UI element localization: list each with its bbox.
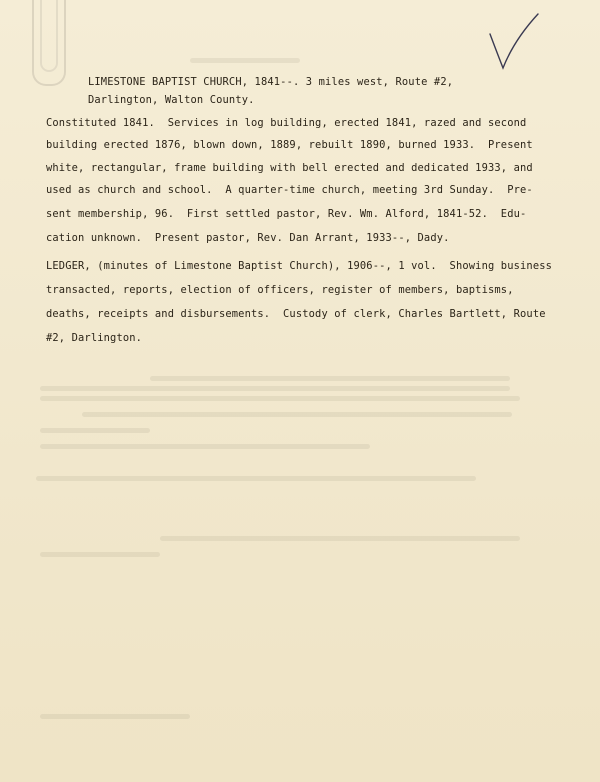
ledger-line-3: deaths, receipts and disbursements. Custody of clerk, Charles Bartlett, Route bbox=[46, 308, 546, 320]
ledger-line-4: #2, Darlington. bbox=[46, 332, 143, 344]
body-line-1: Constituted 1841. Services in log building, erected 1841, razed and second bbox=[46, 117, 527, 129]
ledger-line-2: transacted, reports, election of officers, register of members, baptisms, bbox=[46, 284, 514, 296]
checkmark-icon bbox=[486, 10, 548, 72]
body-line-3: white, rectangular, frame building with bell erected and dedicated 1933, and bbox=[46, 162, 533, 174]
ledger-line-1: LEDGER, (minutes of Limestone Baptist Church), 1906--, 1 vol. Showing business bbox=[46, 260, 553, 272]
paperclip-inner-mark bbox=[40, 0, 58, 72]
body-line-6: cation unknown. Present pastor, Rev. Dan Arrant, 1933--, Dady. bbox=[46, 232, 450, 244]
body-line-2: building erected 1876, blown down, 1889, rebuilt 1890, burned 1933. Present bbox=[46, 139, 533, 151]
church-heading-line-1: LIMESTONE BAPTIST CHURCH, 1841--. 3 miles west, Route #2, bbox=[88, 76, 454, 88]
body-line-5: sent membership, 96. First settled pastor, Rev. Wm. Alford, 1841-52. Edu- bbox=[46, 208, 527, 220]
body-line-4: used as church and school. A quarter-time church, meeting 3rd Sunday. Pre- bbox=[46, 184, 533, 196]
church-heading-line-2: Darlington, Walton County. bbox=[88, 94, 255, 106]
